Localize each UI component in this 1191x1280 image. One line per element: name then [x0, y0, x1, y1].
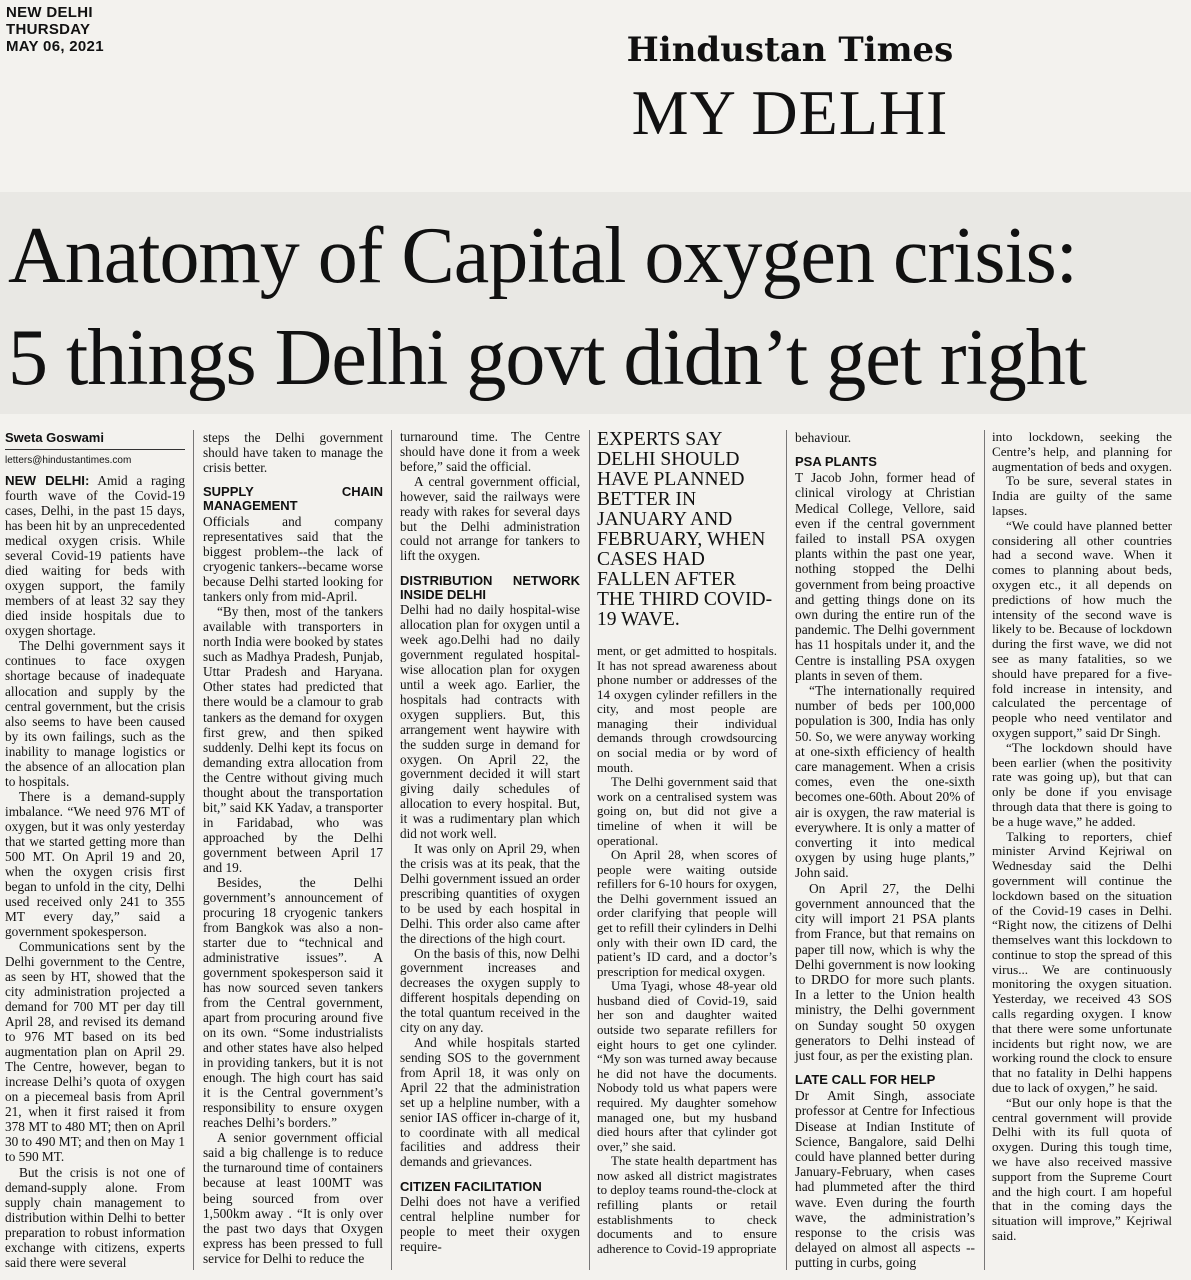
- subhead-citizen-facilitation: CITIZEN FACILITATION: [400, 1179, 542, 1195]
- headline: [8, 205, 1188, 409]
- masthead-dateline: [6, 4, 104, 55]
- article-paragraph: On the basis of this, now Delhi government increases and decreases the oxygen supply to different hospitals depending on the total quantum received in the city on any day.: [400, 945, 580, 1036]
- masthead-city: NEW DELHI: [6, 4, 93, 21]
- article-paragraph: steps the Delhi government should have taken to manage the crisis better.: [203, 430, 383, 476]
- column-rule: [391, 430, 392, 1270]
- article-paragraph: The state health department has now asked all district magistrates to deploy teams round-the-clock at refilling plants or retail establishments to check documents and to ensure adherence to Covid-19 appropriate: [597, 1154, 777, 1256]
- article-paragraph: But the crisis is not one of demand-supply alone. From supply chain management to distribution within Delhi to better preparation to robust information exchange with citizens, experts said there were several: [5, 1164, 185, 1270]
- article-paragraph: ment, or get admitted to hospitals. It has not spread awareness about phone number or addresses of the 14 oxygen cylinder refillers in the city, and most people are managing their individual demands through crowdsourcing on social media or by word of mouth.: [597, 644, 777, 775]
- masthead-day: THURSDAY: [6, 21, 91, 38]
- pull-quote: EXPERTS SAY DELHI SHOULD HAVE PLANNED BETTER IN JANUARY AND FEBRUARY, WHEN CASES HAD FALLEN AFTER THE THIRD COVID-19 WAVE.: [597, 429, 773, 630]
- article-paragraph: It was only on April 29, when the crisis was at its peak, that the Delhi government issued an order prescribing quantities of oxygen to be used by each hospital in Delhi. This order also came after the directions of the high court.: [400, 841, 580, 946]
- article-paragraph: behaviour.: [795, 430, 852, 445]
- subhead-late-call: LATE CALL FOR HELP: [795, 1072, 936, 1088]
- newspaper-logo: Hindustan Times: [626, 30, 954, 70]
- column-rule: [786, 430, 787, 1270]
- column-rule: [589, 430, 590, 1270]
- article-paragraph: Communications sent by the Delhi government to the Centre, as seen by HT, showed that the city administration projected a demand for 700 MT per day till April 28, and revised its demand to 976 MT based on its bed augmentation plan on April 29. The Centre, however, began to increase Delhi’s quota of oxygen on a piecemeal basis from April 21, when it first raised it from 378 MT to 480 MT; then on April 30 to 490 MT; and then on May 1 to 590 MT.: [5, 939, 185, 1165]
- article-paragraph: into lockdown, seeking the Centre’s help, and planning for augmentation of beds and oxygen.: [992, 429, 1172, 474]
- article-paragraph: Talking to reporters, chief minister Arvind Kejriwal on Wednesday said the Delhi government will continue the lockdown based on the situation of the Covid-19 cases in Delhi. “Right now, the citizens of Delhi themselves want this lockdown to continue to stop the spread of this virus... We are continuously monitoring the oxygen situation. Yesterday, we received 43 SOS calls regarding oxygen. I know that there were some unfortunate incidents but right now, we are working round the clock to ensure that no fatality in Delhi happens due to lack of oxygen,” he said.: [992, 828, 1172, 1096]
- section-title: MY DELHI: [631, 77, 949, 148]
- article-paragraph: Uma Tyagi, whose 48-year old husband died of Covid-19, said her son and daughter waited outside two separate refillers for eight hours to get one cylinder. “My son was turned away because he did not have the documents. Nobody told us what papers were required. My daughter somehow managed one, but my husband died hours after that cylinder got over,” she said.: [597, 979, 777, 1154]
- article-paragraph: T Jacob John, former head of clinical virology at Christian Medical College, Vellore, said even if the central government failed to install PSA oxygen plants within the past one year, nothing stopped the Delhi government from being proactive and getting things done on its own during the entire run of the pandemic. The Delhi government has 11 hospitals under it, and the Centre is installing PSA oxygen plants in seven of them.: [795, 470, 975, 683]
- subhead-psa-plants: PSA PLANTS: [795, 454, 877, 470]
- article-paragraph: On April 27, the Delhi government announced that the city will import 21 PSA plants from France, but that remains on paper till now, which is why the Delhi government is now looking to DRDO for more such plants. In a letter to the Union health ministry, the Delhi government on Sunday sought 50 oxygen generators to Delhi instead of just four, as per the existing plan.: [795, 880, 976, 1063]
- article-paragraph: “By then, most of the tankers available with transporters in north India were booked by states such as Madhya Pradesh, Punjab, Uttar Pradesh and Haryana. Other states had predicted that there would be a clamour to grab tankers as the demand for oxygen first grew, and then spiked suddenly. Delhi kept its focus on demanding extra allocation from the Centre without giving much thought about the transportation bit,” said KK Yadav, a transporter in Faridabad, who was approached by the Delhi government between April 17 and 19.: [203, 604, 383, 875]
- article-paragraph: Delhi does not have a verified central helpline number for people to meet their oxygen require-: [400, 1194, 580, 1255]
- headline-line-1: Anatomy of Capital oxygen crisis:: [8, 212, 1078, 300]
- article-paragraph: “The internationally required number of beds per 100,000 population is 300, India has only 50. So, we were anyway working at one-sixth efficiency of health care management. When a crisis comes, even the one-sixth becomes one-60th. About 20% of air is oxygen, the raw material is everywhere. It is only a matter of converting it into medical oxygen by using huge plants,” John said.: [795, 683, 975, 881]
- masthead-date: MAY 06, 2021: [6, 38, 104, 55]
- article-paragraph: NEW DELHI: Amid a raging fourth wave of the Covid-19 cases, Delhi, in the past 15 days, has been hit by an unprecedented medical oxygen crisis. While several Covid-19 patients have died waiting for beds with oxygen support, the family members of at least 32 say they died inside hospitals due to oxygen shortage.: [5, 473, 185, 639]
- column-rule: [193, 430, 194, 1270]
- article-column-4: [597, 430, 777, 1256]
- article-paragraph: Besides, the Delhi government’s announcement of procuring 18 cryogenic tankers from Bangkok was also a non-starter due to “technical and administrative issues”. A government spokesperson said it has now sourced seven tankers from the Central government, apart from procuring around five on its own. “Some industrialists and other states have also helped in providing tankers, but it is not enough. The high court has said it is the Central government’s responsibility to ensure oxygen reaches Delhi’s borders.”: [203, 874, 383, 1131]
- article-column-3: [400, 430, 580, 1255]
- author-email: letters@hindustantimes.com: [5, 449, 185, 468]
- article-paragraph: “But our only hope is that the central government will provide Delhi with its full quota of oxygen. During this tough time, we have also received massive support from the Supreme Court and the high court. I am hopeful that in the coming days the situation will improve,” Kejriwal said.: [992, 1094, 1172, 1244]
- author-byline: Sweta Goswami: [5, 430, 104, 445]
- article-column-2: [203, 430, 383, 1266]
- article-paragraph: On April 28, when scores of people were waiting outside refillers for 6-10 hours for oxygen, the Delhi government issued an order clarifying that people will get to refill their cylinders in Delhi only with their own ID card, the patient’s ID card, and a doctor’s prescription for medical oxygen.: [597, 848, 777, 979]
- article-paragraph: A central government official, however, said the railways were ready with rakes for several days but the Delhi administration could not arrange for tankers to lift the oxygen.: [400, 473, 580, 564]
- column-rule: [984, 430, 985, 1270]
- article-paragraph: There is a demand-supply imbalance. “We need 976 MT of oxygen, but it was only yesterday that we started getting more than 500 MT. On April 19 and 20, when the oxygen crisis first began to unfold in the city, Delhi used received only 241 to 355 MT every day,” said a government spokesperson.: [5, 788, 185, 939]
- article-paragraph: Dr Amit Singh, associate professor at Centre for Infectious Disease at Indian Institute of Science, Bangalore, said Delhi could have planned better during January-February, when cases had plummeted after the third wave. Even during the fourth wave, the administration’s response to the crisis was delayed on almost all aspects -- putting in curbs, going: [795, 1088, 975, 1271]
- article-paragraph: turnaround time. The Centre should have done it from a week before,” said the official.: [400, 429, 580, 474]
- article-paragraph: To be sure, several states in India are guilty of the same lapses.: [992, 473, 1172, 518]
- article-column-6: [992, 430, 1172, 1244]
- article-paragraph: The Delhi government says it continues to face oxygen shortage because of inadequate allocation and supply by the central government, but the crisis also seems to have been caused by its own failings, such as the inability to manage logistics or the absence of an allocation plan to hospitals.: [5, 638, 185, 789]
- article-paragraph: The Delhi government said that work on a centralised system was going on, but did not give a timeline of when it will be operational.: [597, 775, 777, 848]
- article-paragraph: Officials and company representatives said that the biggest problem--the lack of cryogenic tankers--became worse because Delhi started looking for tankers only from mid-April.: [203, 514, 383, 605]
- article-paragraph: Delhi had no daily hospital-wise allocation plan for oxygen until a week ago.Delhi had no daily government regulated hospital-wise allocation plan for oxygen until a week ago. Earlier, the hospitals had contracts with oxygen suppliers. But, this arrangement went haywire with the sudden surge in demand for oxygen. On April 22, the government decided it will start giving daily schedules of allocation to every hospital. But, it was a rudimentary plan which did not work well.: [400, 602, 580, 842]
- article-paragraph: “We could have planned better considering all other countries had a second wave. When it comes to planning about beds, oxygen etc., it all depends on predictions of how much the intensity of the second wave is likely to be. Because of lockdown during the first wave, we did not see as many fatalities, so we should have prepared for a five-fold increase in intensity, and calculated the percentage of people who need ventilator and oxygen support,” said Dr Singh.: [992, 517, 1172, 740]
- dateline: NEW DELHI:: [5, 473, 90, 489]
- subhead-supply-chain: SUPPLY CHAIN MANAGEMENT: [203, 484, 383, 514]
- subhead-distribution-network: DISTRIBUTION NETWORK INSIDE DELHI: [400, 573, 580, 603]
- headline-line-2: 5 things Delhi govt didn’t get right: [8, 314, 1087, 402]
- article-column-1: [5, 430, 185, 1270]
- article-paragraph: “The lockdown should have been earlier (when the positivity rate was going up), but that can only be done if you envisage through data that there is going to be a huge wave,” he added.: [992, 739, 1172, 829]
- article-column-5: [795, 430, 975, 1271]
- article-paragraph: And while hospitals started sending SOS to the government from April 18, it was only on April 22 that the administration set up a helpline number, with a senior IAS officer in-charge of it, to coordinate with all medical facilities and address their demands and grievances.: [400, 1035, 580, 1170]
- article-paragraph: A senior government official said a big challenge is to reduce the turnaround time of containers because at least 100MT was being sourced from over 1,500km away . “It is only over the past two days that Oxygen express has been pressed to full service for Delhi to reduce the: [203, 1130, 383, 1266]
